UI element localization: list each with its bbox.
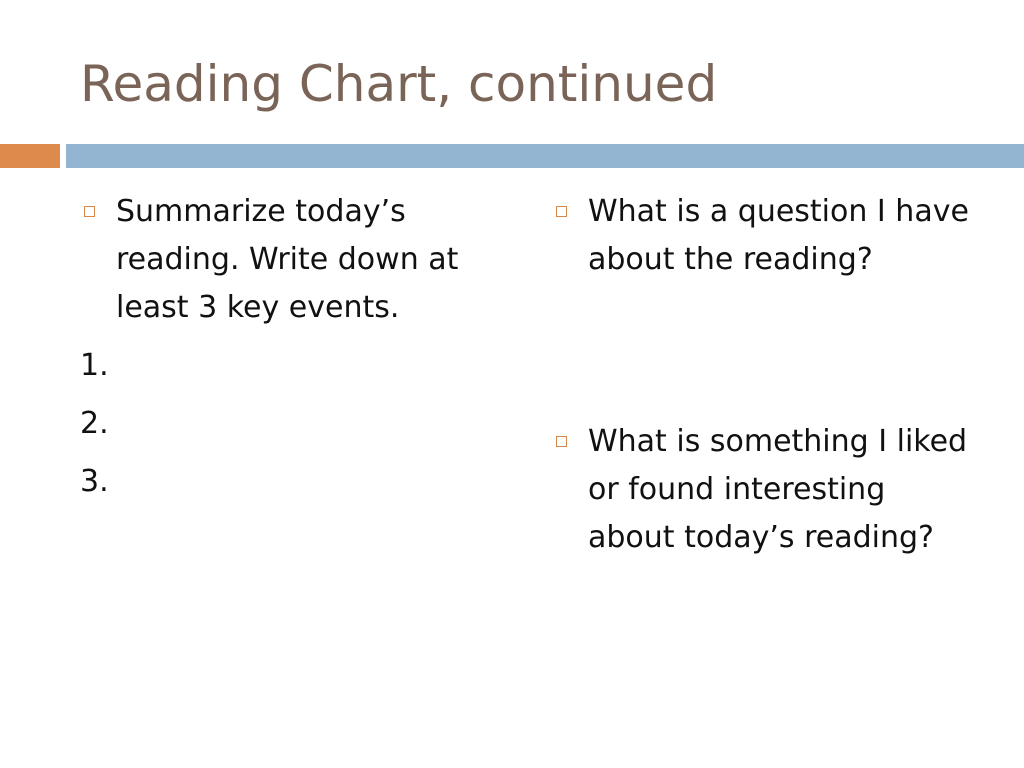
interest-prompt-text: What is something I liked or found interesting about today’s reading?	[588, 424, 968, 555]
summary-prompt-text: Summarize today’s reading. Write down at least 3 key events.	[116, 194, 459, 325]
interest-prompt	[552, 418, 972, 562]
question-prompt	[552, 188, 972, 284]
square-bullet-icon	[556, 206, 567, 217]
summary-prompt	[80, 188, 510, 332]
numbered-item-2: 2.	[80, 406, 109, 441]
square-bullet-icon	[556, 436, 567, 447]
accent-bar	[0, 144, 60, 168]
numbered-item-3: 3.	[80, 464, 109, 499]
numbered-item-1: 1.	[80, 348, 109, 383]
square-bullet-icon	[84, 206, 95, 217]
question-prompt-text: What is a question I have about the reading?	[588, 194, 969, 277]
header-divider-bar	[66, 144, 1024, 168]
slide-title: Reading Chart, continued	[80, 55, 718, 113]
left-column	[80, 188, 510, 506]
right-column	[552, 188, 972, 562]
